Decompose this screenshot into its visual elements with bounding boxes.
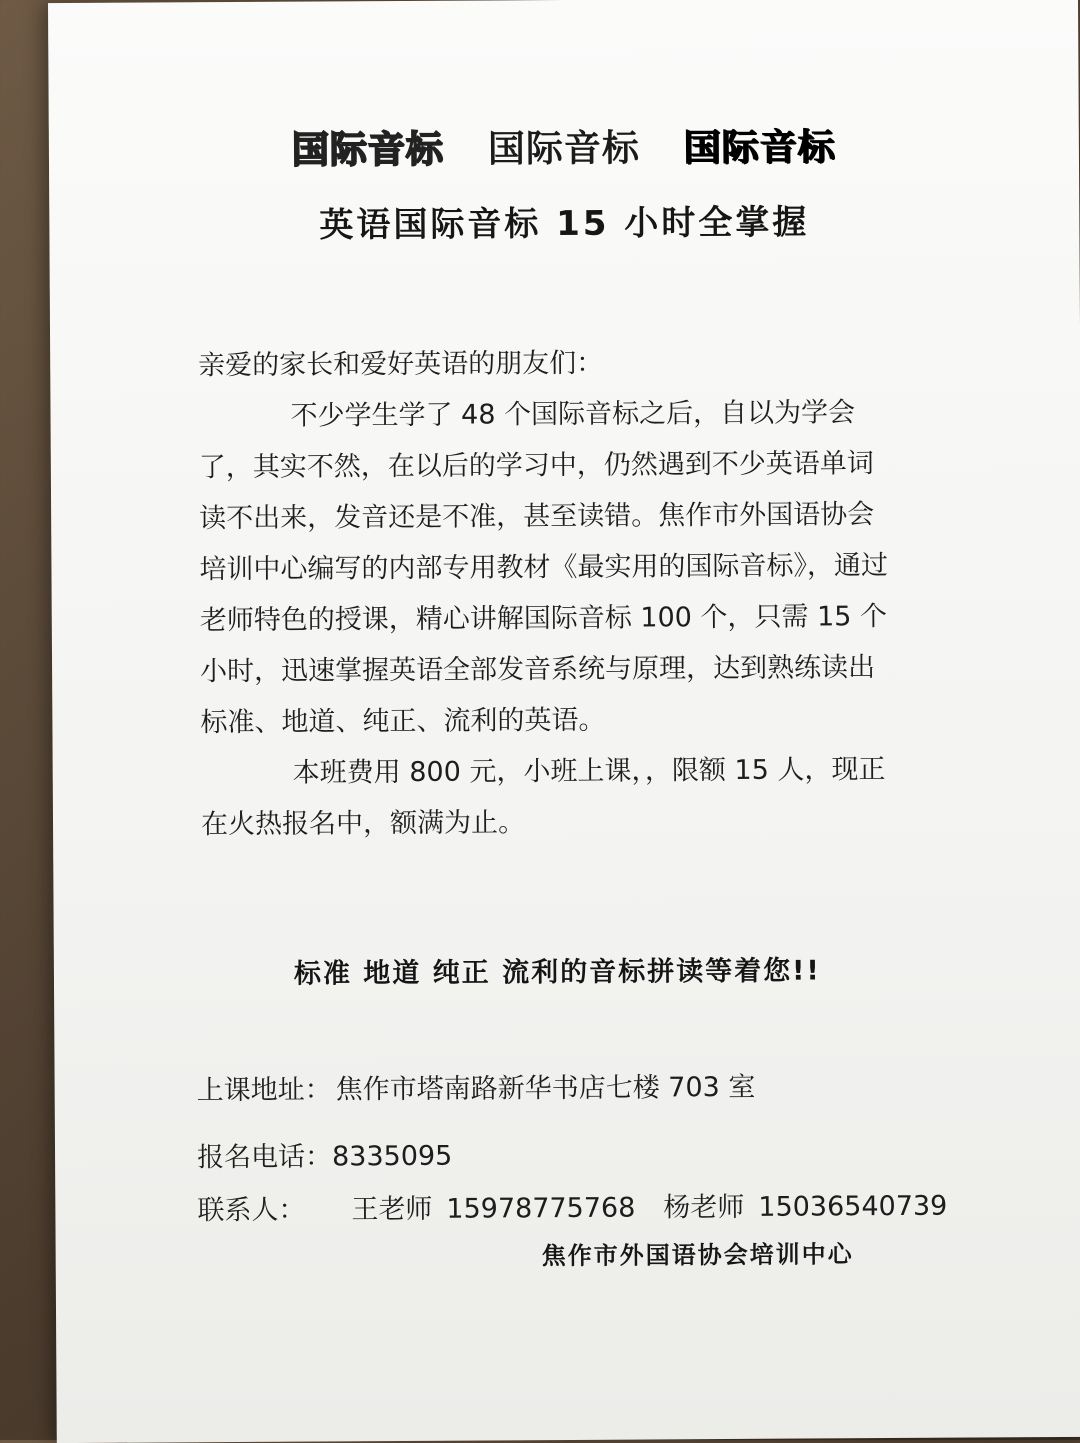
address-value: 焦作市塔南路新华书店七楼 703 室 [335,1071,756,1106]
page-title: 英语国际音标 15 小时全掌握 [319,202,810,246]
heading-row [49,115,1079,175]
phone-row [197,1134,452,1175]
body-text [198,336,901,850]
teacher-wang-phone: 15978775768 [446,1192,636,1225]
heading-outline-text: 国际音标 [291,127,445,172]
address-row [197,1065,756,1107]
phone-value: 8335095 [331,1140,453,1173]
slogan: 标准 地道 纯正 流利的音标拼读等着您!! [293,955,821,990]
teacher-yang-phone: 15036540739 [758,1190,948,1223]
heading-bold-text: 国际音标 [683,125,837,170]
phone-label: 报名电话： [196,1141,333,1174]
paragraph-intro: 不少学生学了 48 个国际音标之后，自以为学会了，其实不然，在以后的学习中，仍然遇到不少英语单词读不出来，发音还是不准，甚至读错。焦作市外国语协会培训中心编写的内部专用教材《最实用的国际音标》，通过老师特色的授课，精心讲解国际音标 100 个，只需 15 个小时，迅速掌握英语全部发音系统与原理，达到熟练读出标准、地道、纯正、流利的英语。 [198,397,889,739]
heading-plain-text: 国际音标 [487,126,641,171]
teacher-wang-name: 王老师 [351,1193,433,1226]
contact-people-row [197,1184,947,1228]
contact-label: 联系人： [197,1194,306,1227]
address-label: 上课地址： [196,1074,332,1107]
salutation: 亲爱的家长和爱好英语的朋友们： [198,347,604,382]
flyer-paper [48,0,1080,1443]
organization-signature: 焦作市外国语协会培训中心 [541,1240,854,1271]
paragraph-fee: 本班费用 800 元，小班上课，，限额 15 人，现正在火热报名中，额满为止。 [200,754,886,841]
teacher-yang-name: 杨老师 [663,1191,745,1224]
